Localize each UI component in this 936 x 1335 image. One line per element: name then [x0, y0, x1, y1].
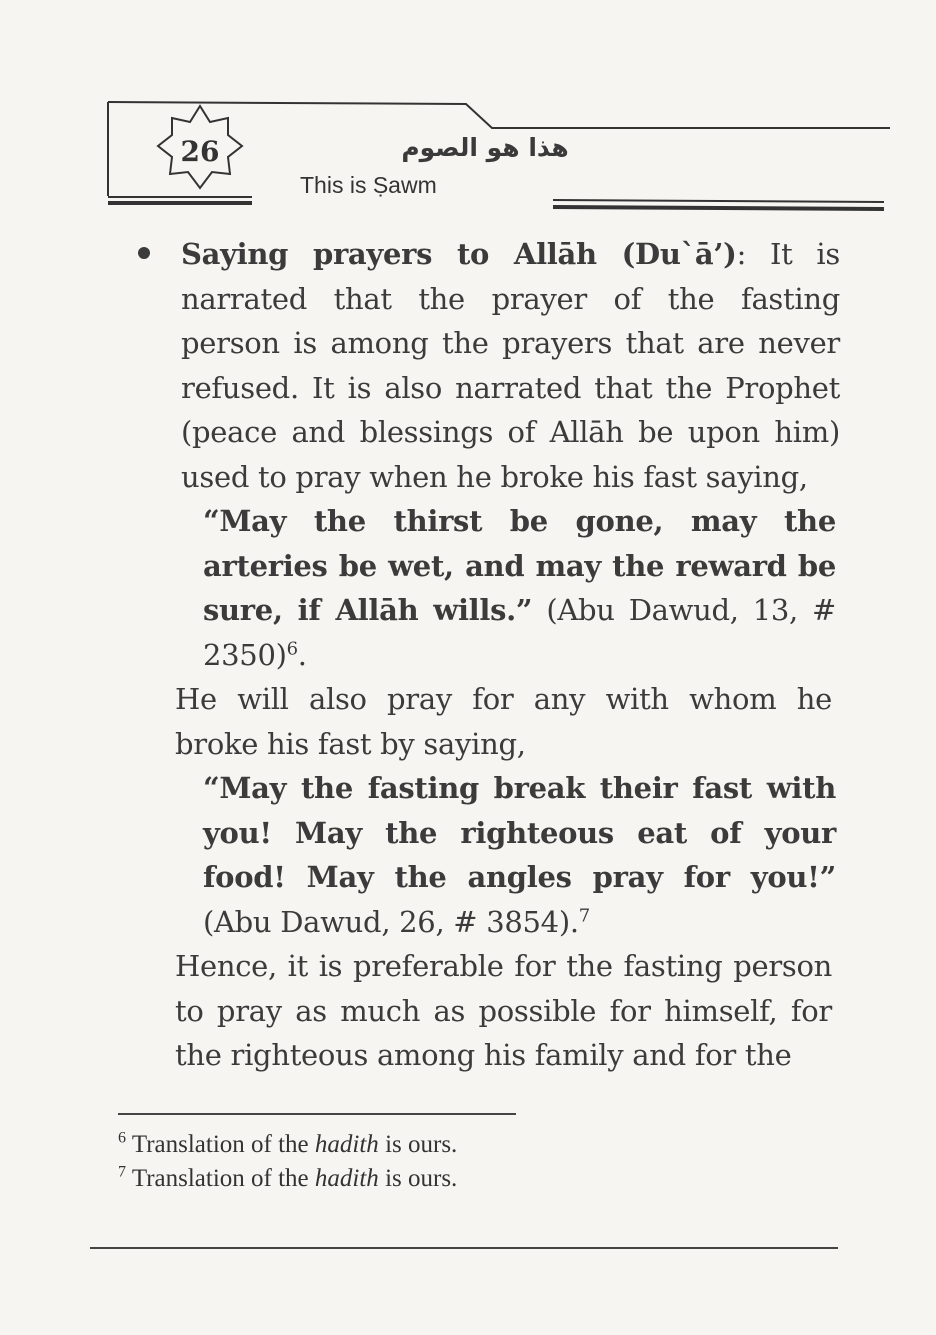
english-running-title: This is Ṣawm — [300, 172, 437, 198]
footnote-6-text-before: Translation of the — [131, 1131, 315, 1158]
page-header — [0, 0, 936, 230]
footnote-ref-6[interactable]: 6 — [286, 637, 298, 659]
footnote-7 — [118, 1162, 718, 1196]
quote-1-citation: (Abu Dawud, 13, # 2350) — [203, 593, 837, 672]
header-lower-right-rule — [553, 200, 884, 202]
footnote-7-italic: hadith — [314, 1165, 379, 1192]
footnote-6-number: 6 — [118, 1129, 126, 1147]
quote-2-citation: (Abu Dawud, 26, # 3854) — [203, 904, 570, 939]
bullet-item-dua: Saying prayers to Allāh (Du`ā’): It is narrated that the prayer of the fasting person is among the prayers that are never refused. It is also narrated that the Prophet (peace and blessings of Allāh be upon him) used to pray when he broke his fast saying, — [135, 232, 840, 499]
main-text — [135, 232, 840, 1078]
arabic-running-title: هذا هو الصوم — [401, 133, 569, 162]
footnote-6 — [118, 1128, 718, 1162]
page-number: 26 — [180, 135, 220, 168]
footnote-separator — [118, 1113, 516, 1115]
quote-1: “May the thirst be gone, may the arteries be wet, and may the reward be sure, if Allāh wills.” (Abu Dawud, 13, # 2350)$^6$. — [203, 504, 837, 672]
footnote-7-text-before: Translation of the — [131, 1165, 315, 1192]
paragraph-2: Hence, it is preferable for the fasting person to pray as much as possible for himself, for the righteous among his family and for the — [175, 949, 832, 1072]
quote-2-text: “May the fasting break their fast with you! May the righteous eat of your food! May the angles pray for you!” — [203, 771, 836, 894]
footnote-ref-7[interactable]: 7 — [578, 904, 590, 926]
bullet-text: It is narrated that the prayer of the fasting person is among the prayers that are never refused. It is also narrated that the Prophet (peace and blessings of Allāh be upon him) used to pray when he broke his fast saying, — [181, 237, 840, 494]
footnotes — [118, 1128, 718, 1196]
header-top-rule — [108, 102, 890, 128]
header-lower-right-rule-thick — [553, 207, 884, 209]
bullet-icon — [138, 247, 150, 259]
quote-1-text: “May the thirst be gone, may the arteries be wet, and may the reward be sure, if Allāh wills.” — [203, 504, 836, 627]
quote-2: “May the fasting break their fast with you! May the righteous eat of your food! May the angles pray for you!” (Abu Dawud, 26, # 3854).$^7$ — [203, 771, 836, 939]
page-bottom-rule — [90, 1247, 838, 1249]
footnote-6-text-after: is ours. — [378, 1131, 458, 1158]
footnote-6-italic: hadith — [314, 1131, 379, 1158]
bullet-heading: Saying prayers to Allāh (Du`ā’) — [181, 237, 737, 271]
footnote-7-text-after: is ours. — [378, 1165, 458, 1192]
paragraph-1: He will also pray for any with whom he broke his fast by saying, — [175, 682, 832, 761]
footnote-7-number: 7 — [118, 1163, 126, 1181]
